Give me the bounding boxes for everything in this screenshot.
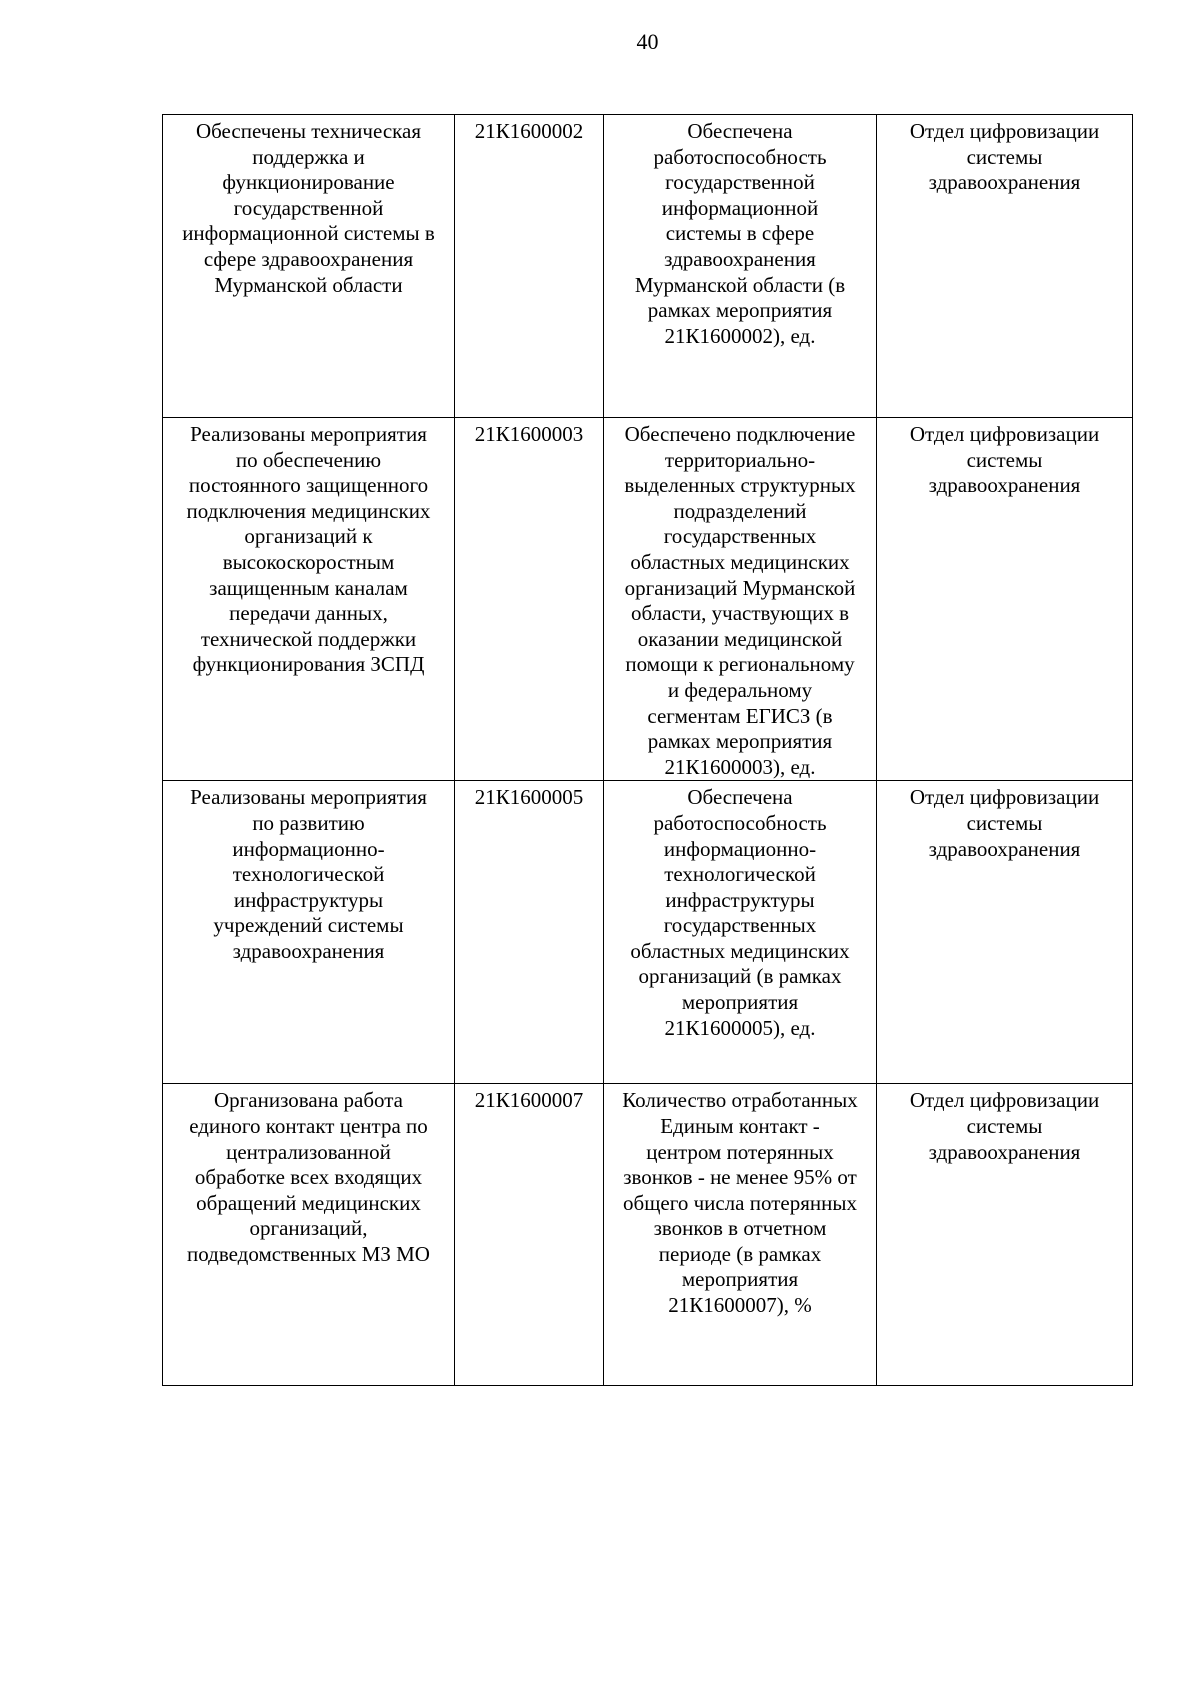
result-cell xyxy=(604,418,877,781)
result-text: Обеспечено подключение территориально- выделенных структурных подразделений государственных областных медицинских организаций Мурманской области, участвующих в оказании медицинской помощи к региональному и федеральному сегментам ЕГИСЗ (в рамках мероприятия 21К1600003), ед. xyxy=(624,422,856,779)
responsible-cell xyxy=(877,781,1133,1084)
responsible-cell xyxy=(877,1084,1133,1386)
task-cell xyxy=(163,418,455,781)
task-text: Организована работа единого контакт центра по централизованной обработке всех входящих обращений медицинских организаций, подведомственных МЗ МО xyxy=(187,1088,430,1266)
responsible-text: Отдел цифровизации системы здравоохранения xyxy=(909,1088,1100,1164)
page-number: 40 xyxy=(636,29,659,54)
code-cell xyxy=(455,781,604,1084)
measures-table xyxy=(162,114,1133,1386)
responsible-text: Отдел цифровизации системы здравоохранения xyxy=(909,422,1100,498)
task-text: Обеспечены техническая поддержка и функционирование государственной информационной системы в сфере здравоохранения Мурманской области xyxy=(182,119,435,297)
responsible-text: Отдел цифровизации системы здравоохранения xyxy=(909,119,1100,195)
table-row xyxy=(163,1084,1133,1386)
code-cell xyxy=(455,1084,604,1386)
task-cell xyxy=(163,115,455,418)
code-text: 21К1600003 xyxy=(474,422,584,446)
result-text: Обеспечена работоспособность информационно- технологической инфраструктуры государственных областных медицинских организаций (в рамках мероприятия 21К1600005), ед. xyxy=(630,785,850,1040)
responsible-text: Отдел цифровизации системы здравоохранения xyxy=(909,785,1100,861)
result-text: Обеспечена работоспособность государственной информационной системы в сфере здравоохранения Мурманской области (в рамках мероприятия 21К1600002), ед. xyxy=(634,119,846,348)
task-text: Реализованы мероприятия по развитию информационно- технологической инфраструктуры учреждений системы здравоохранения xyxy=(190,785,427,963)
responsible-cell xyxy=(877,418,1133,781)
table-row xyxy=(163,781,1133,1084)
responsible-cell xyxy=(877,115,1133,418)
result-cell xyxy=(604,1084,877,1386)
task-cell xyxy=(163,781,455,1084)
result-text: Количество отработанных Единым контакт - центром потерянных звонков - не менее 95% от общего числа потерянных звонков в отчетном периоде (в рамках мероприятия 21К1600007), % xyxy=(622,1088,858,1318)
code-cell xyxy=(455,418,604,781)
task-cell xyxy=(163,1084,455,1386)
task-text: Реализованы мероприятия по обеспечению постоянного защищенного подключения медицинских организаций к высокоскоростным защищенным каналам передачи данных, технической поддержки функционирования ЗСПД xyxy=(186,422,431,677)
code-cell xyxy=(455,115,604,418)
table-row xyxy=(163,418,1133,781)
table-row xyxy=(163,115,1133,418)
code-text: 21К1600002 xyxy=(474,119,584,143)
result-cell xyxy=(604,781,877,1084)
code-text: 21К1600005 xyxy=(474,785,584,810)
code-text: 21К1600007 xyxy=(474,1088,584,1113)
result-cell xyxy=(604,115,877,418)
